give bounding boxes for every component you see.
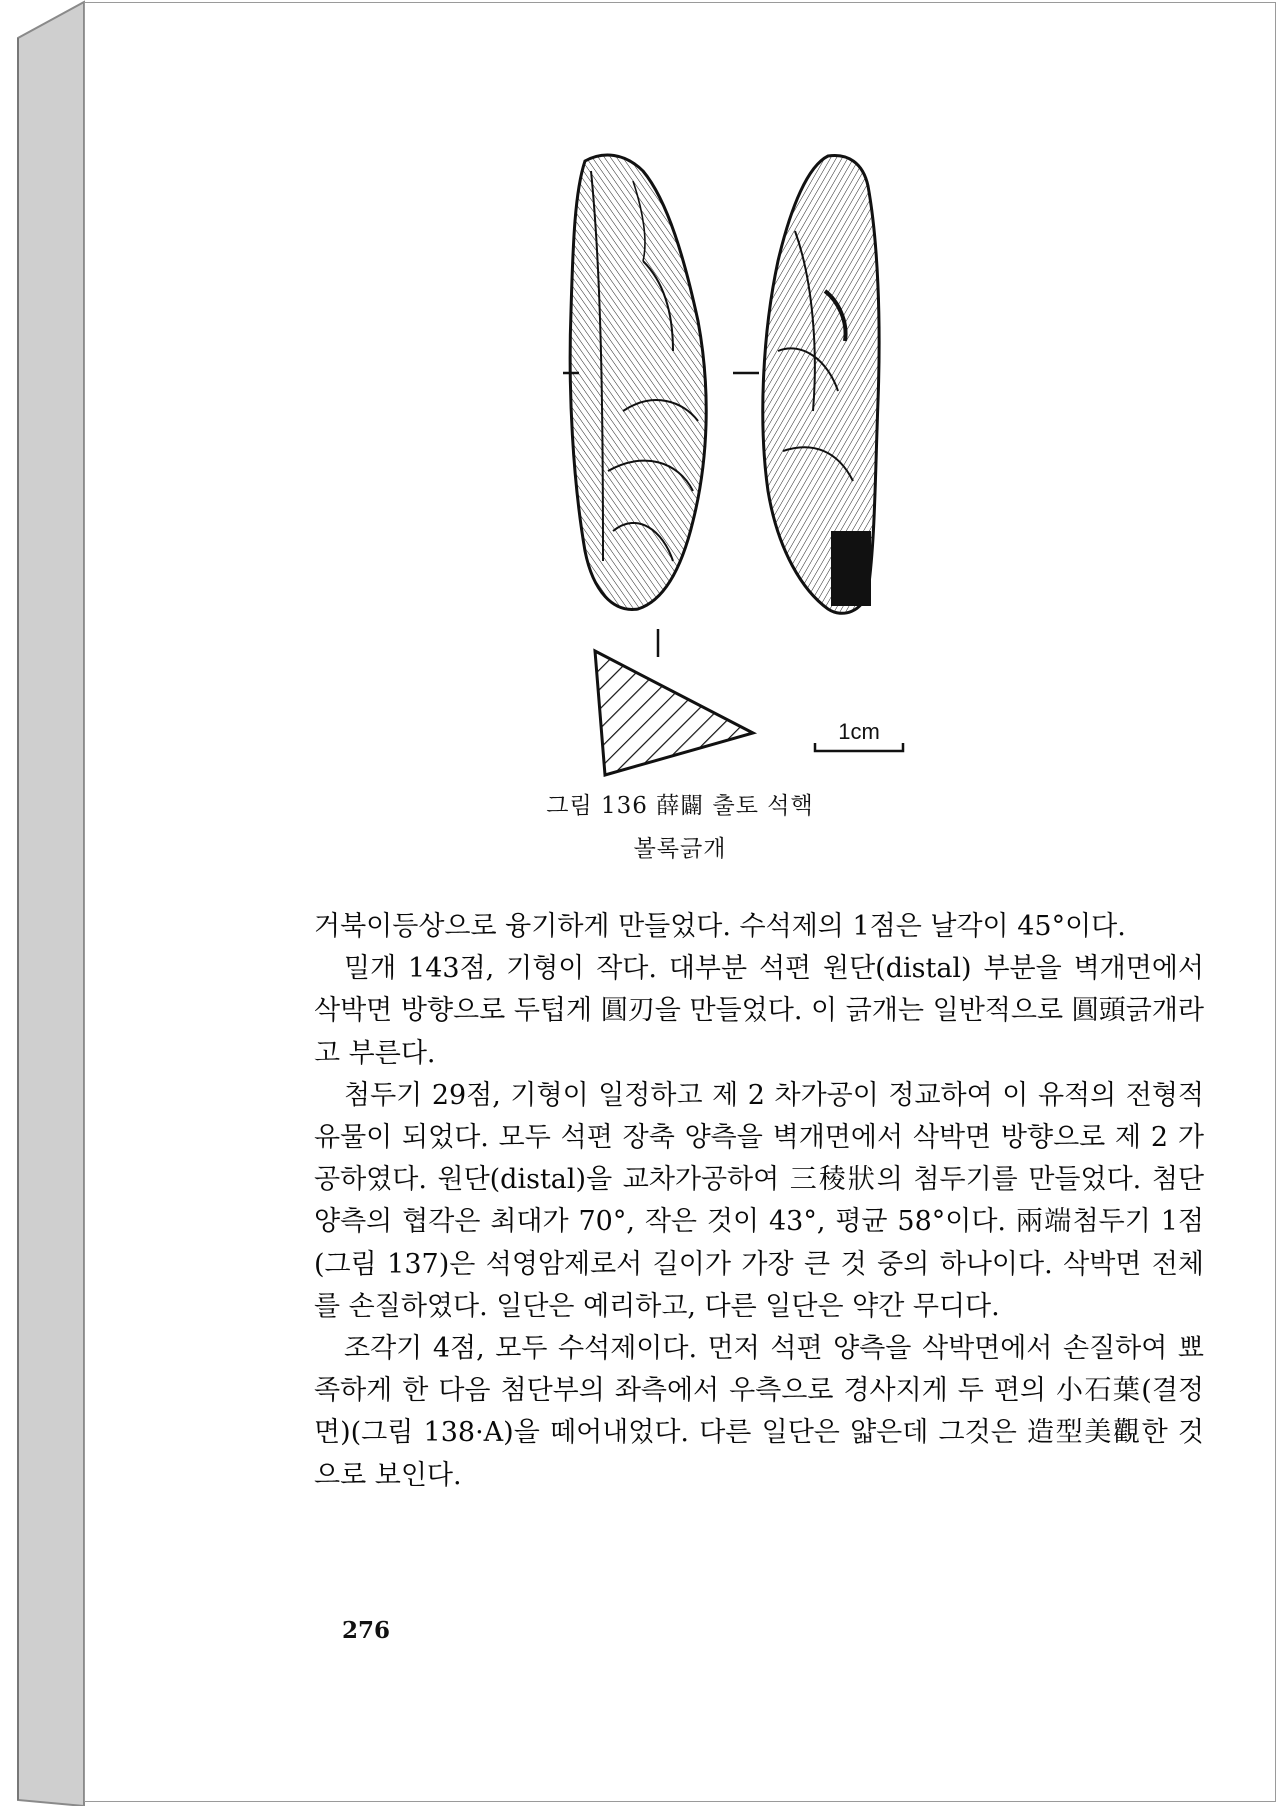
artifact-left-view: [570, 155, 706, 609]
book-page: [84, 2, 1276, 1802]
paragraph: 밀개 143점, 기형이 작다. 대부분 석편 원단(distal) 부분을 벽개면에서 삭박면 방향으로 두텁게 圓刃을 만들었다. 이 긁개는 일반적으로 圓頭긁개라고 부른다.: [314, 953, 1204, 1069]
figure-caption: 그림 136 薛闢 출토 석핵: [546, 793, 814, 819]
paragraph: 거북이등상으로 융기하게 만들었다. 수석제의 1점은 날각이 45°이다.: [314, 911, 1126, 942]
artifact-illustration: [563, 151, 928, 781]
scale-label: 1cm: [838, 719, 880, 744]
paragraph: 첨두기 29점, 기형이 일정하고 제 2 차가공이 정교하여 이 유적의 전형적 유물이 되었다. 모두 석편 장축 양측을 벽개면에서 삭박면 방향으로 제 2 가공하였다. 원단(distal)을 교차가공하여 三稜狀의 첨두기를 만들었다. 첨단 양측의 협각은 최대가 70°, 작은 것이 43°, 평균 58°이다. 兩端첨두기 1점(그림 137)은 석영암제로서 길이가 가장 큰 것 중의 하나이다. 삭박면 전체를 손질하였다. 일단은 예리하고, 다른 일단은 약간 무디다.: [314, 1079, 1204, 1322]
body-text: [314, 906, 1204, 1497]
cross-section: [595, 651, 753, 775]
scale-bar: [815, 719, 903, 751]
page-number: 276: [342, 1617, 391, 1644]
artifact-right-view: [763, 155, 879, 613]
paragraph: 조각기 4점, 모두 수석제이다. 먼저 석편 양측을 삭박면에서 손질하여 뾰족하게 한 다음 첨단부의 좌측에서 우측으로 경사지게 두 편의 小石葉(결정면)(그림 138·A)을 떼어내었다. 다른 일단은 얇은데 그것은 造型美觀한 것으로 보인다.: [314, 1333, 1204, 1491]
figure-subcaption: 볼록긁개: [633, 836, 727, 862]
